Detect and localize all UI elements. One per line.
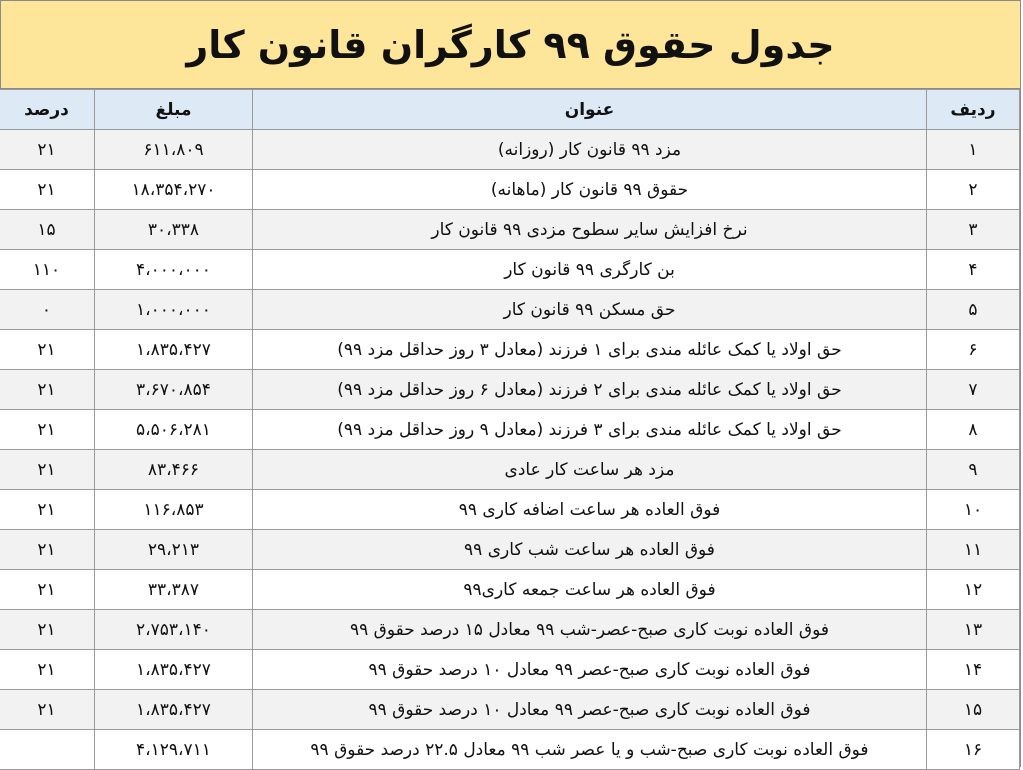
cell-subject: حق مسکن ۹۹ قانون کار [253,290,927,330]
header-row [0,90,1020,130]
cell-amount: ۵،۵۰۶،۲۸۱ [95,410,253,450]
cell-percent: ۲۱ [0,170,95,210]
cell-row-no: ۵ [927,290,1020,330]
cell-percent: ۲۱ [0,330,95,370]
cell-subject: مزد هر ساعت کار عادی [253,450,927,490]
table-row [0,570,1020,610]
cell-percent: ۲۱ [0,530,95,570]
cell-percent [0,730,95,770]
cell-percent: ۲۱ [0,130,95,170]
cell-subject: فوق العاده نوبت کاری صبح-شب و یا عصر شب ۹۹ معادل ۲۲.۵ درصد حقوق ۹۹ [253,730,927,770]
cell-row-no: ۳ [927,210,1020,250]
cell-percent: ۲۱ [0,570,95,610]
cell-amount: ۳۳،۳۸۷ [95,570,253,610]
table-row [0,530,1020,570]
cell-amount: ۴،۱۲۹،۷۱۱ [95,730,253,770]
cell-percent: ۱۱۰ [0,250,95,290]
cell-row-no: ۱۰ [927,490,1020,530]
cell-row-no: ۱ [927,130,1020,170]
cell-amount: ۱۱۶،۸۵۳ [95,490,253,530]
cell-subject: فوق العاده هر ساعت جمعه کاری۹۹ [253,570,927,610]
table-row [0,170,1020,210]
cell-percent: ۰ [0,290,95,330]
cell-amount: ۱،۸۳۵،۴۲۷ [95,650,253,690]
cell-row-no: ۱۴ [927,650,1020,690]
header-row-no: ردیف [927,90,1020,130]
cell-subject: حق اولاد یا کمک عائله مندی برای ۳ فرزند (معادل ۹ روز حداقل مزد ۹۹) [253,410,927,450]
cell-row-no: ۷ [927,370,1020,410]
table-header [0,90,1020,130]
table-row [0,730,1020,770]
table-row [0,250,1020,290]
cell-row-no: ۶ [927,330,1020,370]
cell-subject: فوق العاده هر ساعت اضافه کاری ۹۹ [253,490,927,530]
cell-row-no: ۱۵ [927,690,1020,730]
table-row [0,290,1020,330]
table-row [0,690,1020,730]
table-row [0,610,1020,650]
header-amount: مبلغ [95,90,253,130]
cell-subject: بن کارگری ۹۹ قانون کار [253,250,927,290]
table-row [0,370,1020,410]
cell-subject: فوق العاده نوبت کاری صبح-عصر-شب ۹۹ معادل ۱۵ درصد حقوق ۹۹ [253,610,927,650]
cell-percent: ۲۱ [0,690,95,730]
header-subject: عنوان [253,90,927,130]
cell-amount: ۱،۰۰۰،۰۰۰ [95,290,253,330]
cell-amount: ۶۱۱،۸۰۹ [95,130,253,170]
cell-row-no: ۱۱ [927,530,1020,570]
cell-percent: ۱۵ [0,210,95,250]
cell-subject: حق اولاد یا کمک عائله مندی برای ۲ فرزند (معادل ۶ روز حداقل مزد ۹۹) [253,370,927,410]
cell-amount: ۲،۷۵۳،۱۴۰ [95,610,253,650]
table-row [0,130,1020,170]
cell-subject: حقوق ۹۹ قانون کار (ماهانه) [253,170,927,210]
cell-amount: ۱۸،۳۵۴،۲۷۰ [95,170,253,210]
cell-amount: ۴،۰۰۰،۰۰۰ [95,250,253,290]
table-row [0,330,1020,370]
title-bar [1,1,1020,89]
cell-percent: ۲۱ [0,610,95,650]
page-title: جدول حقوق ۹۹ کارگران قانون کار [186,22,835,67]
cell-row-no: ۱۳ [927,610,1020,650]
cell-percent: ۲۱ [0,450,95,490]
table-row [0,450,1020,490]
cell-subject: فوق العاده هر ساعت شب کاری ۹۹ [253,530,927,570]
salary-table [0,89,1020,770]
cell-row-no: ۴ [927,250,1020,290]
cell-amount: ۳۰،۳۳۸ [95,210,253,250]
cell-subject: فوق العاده نوبت کاری صبح-عصر ۹۹ معادل ۱۰ درصد حقوق ۹۹ [253,650,927,690]
cell-percent: ۲۱ [0,370,95,410]
cell-percent: ۲۱ [0,410,95,450]
cell-row-no: ۹ [927,450,1020,490]
table-row [0,210,1020,250]
table-row [0,410,1020,450]
cell-subject: حق اولاد یا کمک عائله مندی برای ۱ فرزند (معادل ۳ روز حداقل مزد ۹۹) [253,330,927,370]
cell-amount: ۲۹،۲۱۳ [95,530,253,570]
cell-amount: ۱،۸۳۵،۴۲۷ [95,330,253,370]
cell-subject: نرخ افزایش سایر سطوح مزدی ۹۹ قانون کار [253,210,927,250]
table-row [0,490,1020,530]
cell-amount: ۳،۶۷۰،۸۵۴ [95,370,253,410]
cell-percent: ۲۱ [0,650,95,690]
cell-percent: ۲۱ [0,490,95,530]
cell-amount: ۸۳،۴۶۶ [95,450,253,490]
cell-amount: ۱،۸۳۵،۴۲۷ [95,690,253,730]
cell-row-no: ۱۶ [927,730,1020,770]
table-row [0,650,1020,690]
cell-row-no: ۸ [927,410,1020,450]
cell-subject: مزد ۹۹ قانون کار (روزانه) [253,130,927,170]
cell-row-no: ۱۲ [927,570,1020,610]
table-body [0,130,1020,770]
header-percent: درصد [0,90,95,130]
cell-subject: فوق العاده نوبت کاری صبح-عصر ۹۹ معادل ۱۰ درصد حقوق ۹۹ [253,690,927,730]
cell-row-no: ۲ [927,170,1020,210]
